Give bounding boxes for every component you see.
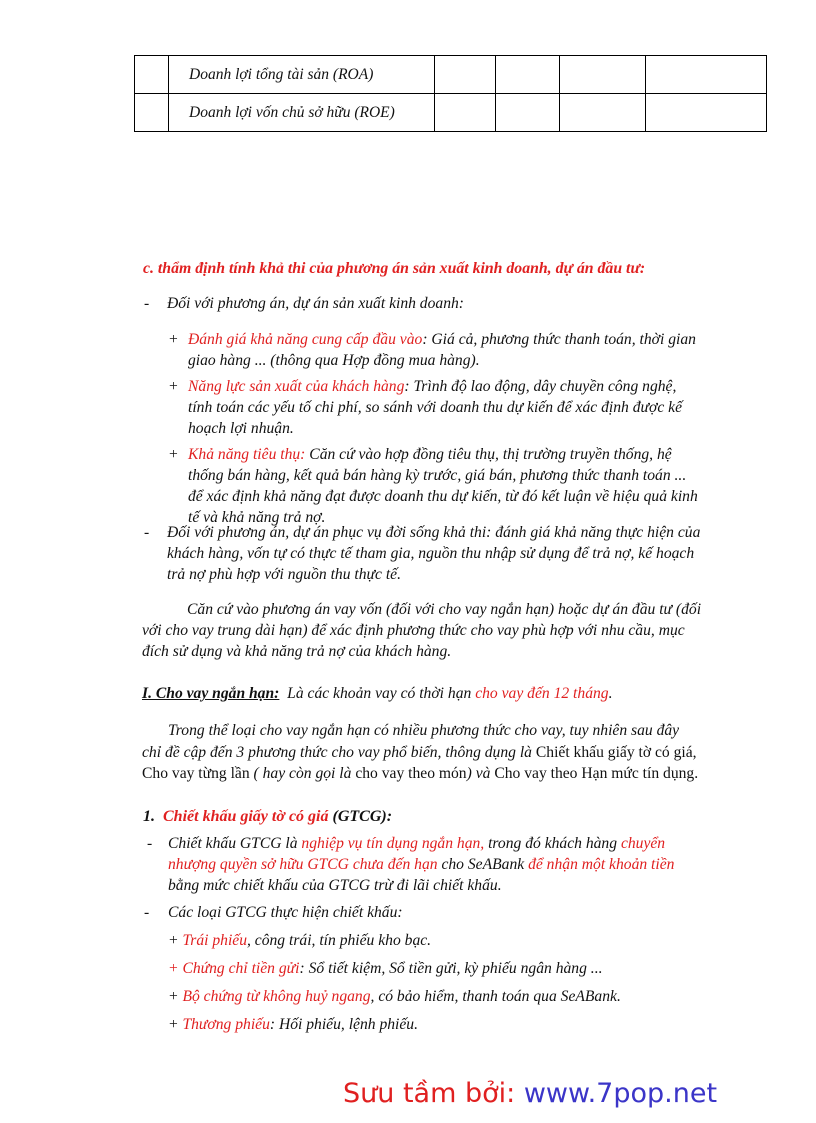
sub-item-2	[188, 376, 701, 439]
text-part: Thương phiếu	[182, 1016, 270, 1033]
gtcg-type-3	[168, 986, 708, 1007]
text-part: để nhận một khoản tiền	[528, 856, 675, 873]
section-c-heading: c. thẩm định tính khả thi của phương án sản xuất kinh doanh, dự án đầu tư:	[143, 260, 646, 277]
bullet-dash: -	[144, 904, 150, 921]
gtcg-type-4	[168, 1014, 708, 1035]
section-i-def-term: cho vay đến 12 tháng	[475, 685, 609, 702]
text-part: nghiệp vụ tín dụng ngắn hạn,	[301, 835, 485, 852]
sub-item-1-text: : Giá cả, phương thức thanh toán, thời gian giao hàng ... (thông qua Hợp đồng mua hàng).	[188, 331, 696, 369]
financial-ratio-table	[134, 55, 767, 132]
table-row	[135, 94, 767, 132]
text-part: Trái phiếu	[182, 932, 247, 949]
text-part: trong đó khách hàng	[484, 835, 621, 852]
table-row	[135, 56, 767, 94]
section-1-number: 1.	[143, 808, 155, 825]
bullet-plus: +	[168, 378, 179, 395]
bullet-plus: +	[168, 960, 179, 977]
bullet-plus: +	[168, 331, 179, 348]
paragraph-2-part: Chiết khấu giấy tờ có giá, Cho vay từng lần	[142, 743, 697, 782]
bullet-dash: -	[144, 295, 150, 312]
section-1-bullet-1	[168, 833, 703, 896]
section-i-def: Là các khoản vay có thời hạn	[287, 685, 476, 702]
bullet-plus: +	[168, 446, 179, 463]
gtcg-type-1	[168, 930, 708, 951]
section-i-def-end: .	[608, 685, 613, 702]
paragraph-2-part: Trong thể loại cho vay ngắn hạn có nhiều phương thức cho vay, tuy nhiên sau đây chỉ đề cập đến 3 phương thức cho vay phổ biến, thông dụng là	[142, 722, 680, 761]
bullet-plus: +	[168, 1016, 179, 1033]
bullet-item-1: Đối với phương án, dự án sản xuất kinh doanh:	[167, 295, 464, 312]
sub-item-3-title: Khả năng tiêu thụ:	[188, 446, 306, 463]
sub-item-3-text: Căn cứ vào hợp đồng tiêu thụ, thị trường truyền thống, hệ thống bán hàng, kết quả bán hàng kỳ trước, giá bán, phương thức thanh toán ... để xác định khả năng đạt được doanh thu dự kiến, từ đó kết luận về hiệu quả kinh tế và khả năng trả nợ.	[188, 446, 698, 526]
bullet-item-2: Đối với phương án, dự án phục vụ đời sống khả thi: đánh giá khả năng thực hiện của khách hàng, vốn tự có thực tế tham gia, nguồn thu nhập sử dụng để trả nợ, kế hoạch trả nợ phù hợp với nguồn thu thực tế.	[167, 524, 701, 583]
text-part: cho SeABank	[437, 856, 529, 873]
roa-label: Doanh lợi tổng tài sản (ROA)	[169, 56, 435, 94]
paragraph-2-part: cho vay theo món	[355, 765, 467, 782]
paragraph-2-part: Cho vay theo Hạn mức tín dụng.	[494, 765, 699, 782]
bullet-dash: -	[144, 524, 150, 541]
roe-label: Doanh lợi vốn chủ sở hữu (ROE)	[169, 94, 435, 132]
section-1-title-rest: (GTCG):	[328, 808, 393, 825]
paragraph-2-part: ) và	[466, 765, 495, 782]
bullet-plus: +	[168, 988, 179, 1005]
section-i	[142, 683, 702, 704]
paragraph-2-part: ( hay còn gọi là	[249, 765, 356, 782]
section-1-title: Chiết khấu giấy tờ có giá	[163, 808, 329, 825]
paragraph-2	[142, 720, 702, 785]
sub-item-2-text: : Trình độ lao động, dây chuyền công nghệ, tính toán các yếu tố chi phí, so sánh với doanh thu dự kiến để xác định được kế hoạch lợi nhuận.	[188, 378, 682, 437]
text-part: Bộ chứng từ không huỷ ngang	[182, 988, 371, 1005]
text-part: , có bảo hiểm, thanh toán qua SeABank.	[370, 988, 621, 1005]
section-1-bullet-2: Các loại GTCG thực hiện chiết khấu:	[168, 904, 403, 921]
section-i-heading: I. Cho vay ngắn hạn:	[142, 685, 280, 702]
footer-source	[343, 1074, 717, 1114]
sub-item-1-title: Đánh giá khả năng cung cấp đầu vào	[188, 331, 423, 348]
sub-item-2-title: Năng lực sản xuất của khách hàng	[188, 378, 405, 395]
sub-item-1	[188, 329, 701, 371]
text-part: Chiết khấu GTCG là	[168, 835, 302, 852]
bullet-dash: -	[147, 835, 153, 852]
text-part: , công trái, tín phiếu kho bạc.	[247, 932, 432, 949]
footer-site-link[interactable]: www.7pop.net	[523, 1078, 718, 1109]
section-1-heading	[143, 806, 703, 827]
sub-item-3	[188, 444, 701, 528]
text-part: Chứng chỉ tiền gửi	[182, 960, 300, 977]
gtcg-type-2	[168, 958, 708, 979]
text-part: : Sổ tiết kiệm, Sổ tiền gửi, kỳ phiếu ngân hàng ...	[299, 960, 603, 977]
text-part: : Hối phiếu, lệnh phiếu.	[269, 1016, 418, 1033]
text-part: chuyển nhượng quyền sở hữu GTCG chưa đến hạn	[168, 835, 666, 873]
footer-label: Sưu tầm bởi:	[343, 1078, 516, 1109]
text-part: bằng mức chiết khấu của GTCG trừ đi lãi chiết khấu.	[168, 877, 502, 894]
paragraph-1: Căn cứ vào phương án vay vốn (đối với cho vay ngắn hạn) hoặc dự án đầu tư (đối với cho vay trung dài hạn) để xác định phương thức cho vay phù hợp với nhu cầu, mục đích sử dụng và khả năng trả nợ của khách hàng.	[142, 601, 702, 660]
bullet-plus: +	[168, 932, 179, 949]
